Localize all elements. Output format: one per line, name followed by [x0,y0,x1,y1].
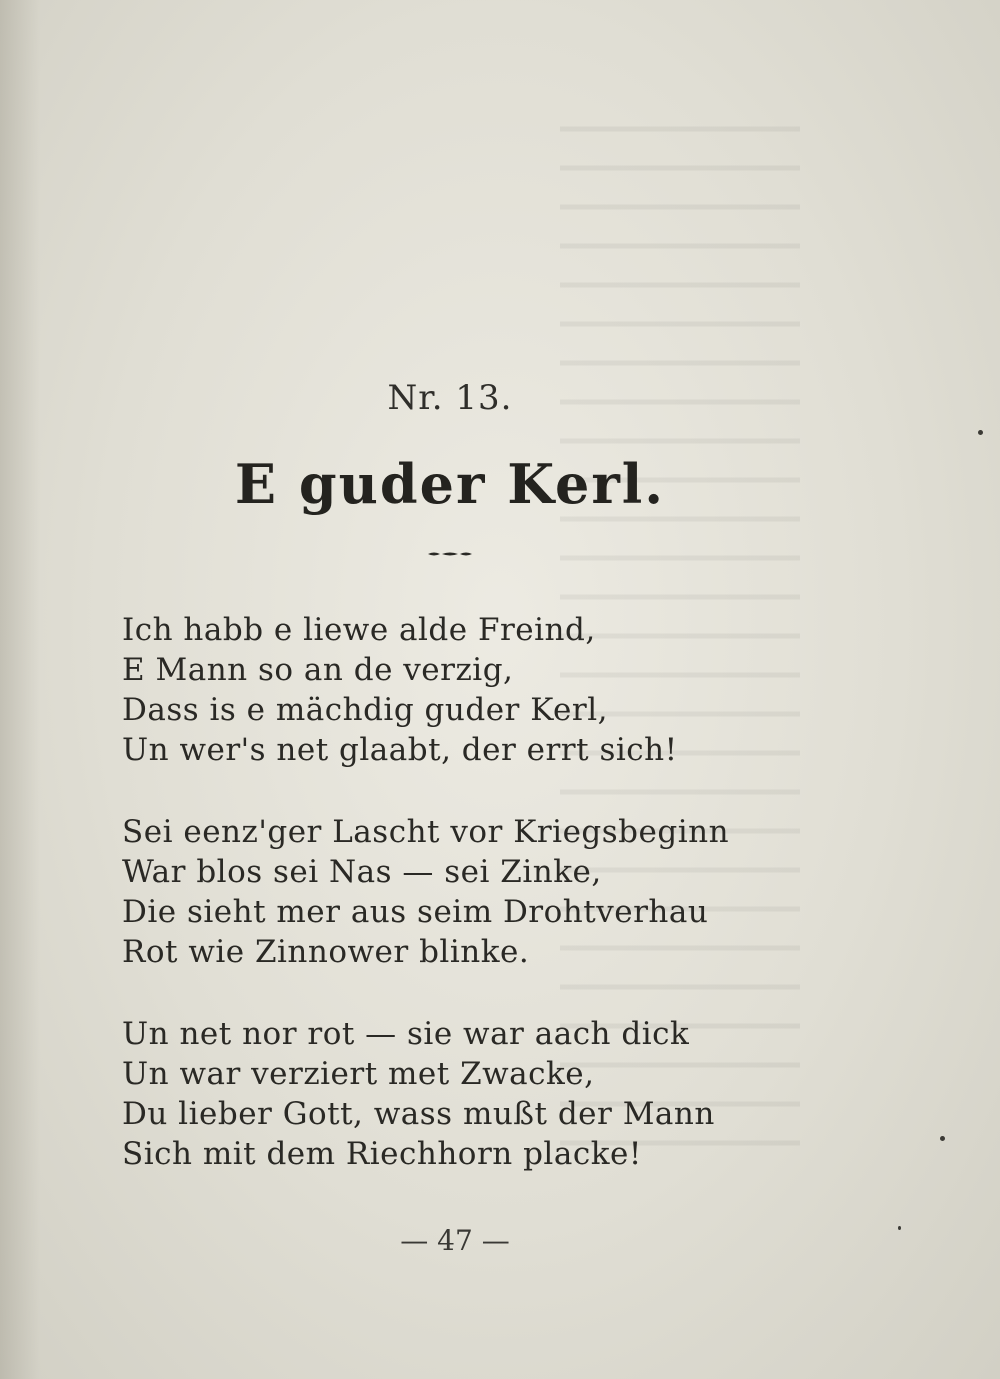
poem-title: E guder Kerl. [234,452,666,516]
poem-line: Dass is e mächdig guder Kerl, [122,692,608,728]
paper-speck [898,1226,901,1230]
title-ornament [428,551,472,557]
poem-line: Un net nor rot — sie war aach dick [122,1016,690,1052]
poem-number: Nr. 13. [387,378,513,418]
poem-line: Un war verziert met Zwacke, [122,1056,595,1092]
paper-speck [978,430,983,435]
poem-body [122,610,782,1216]
poem-line: Du lieber Gott, wass mußt der Mann [122,1096,715,1132]
page-gutter-shadow [0,0,40,1379]
poem-line: E Mann so an de verzig, [122,652,514,688]
page-number: — 47 — [400,1224,510,1257]
poem-line: Rot wie Zinnower blinke. [122,934,530,970]
poem-line: War blos sei Nas — sei Zinke, [122,854,602,890]
stanza-1 [122,610,782,770]
stanza-3 [122,1014,782,1174]
paper-speck [940,1136,945,1141]
poem-line: Sich mit dem Riechhorn placke! [122,1136,642,1172]
stanza-2 [122,812,782,972]
poem-line: Die sieht mer aus seim Drohtverhau [122,894,709,930]
poem-line: Un wer's net glaabt, der errt sich! [122,732,678,768]
poem-line: Sei eenz'ger Lascht vor Kriegsbeginn [122,814,730,850]
poem-line: Ich habb e liewe alde Freind, [122,612,596,648]
